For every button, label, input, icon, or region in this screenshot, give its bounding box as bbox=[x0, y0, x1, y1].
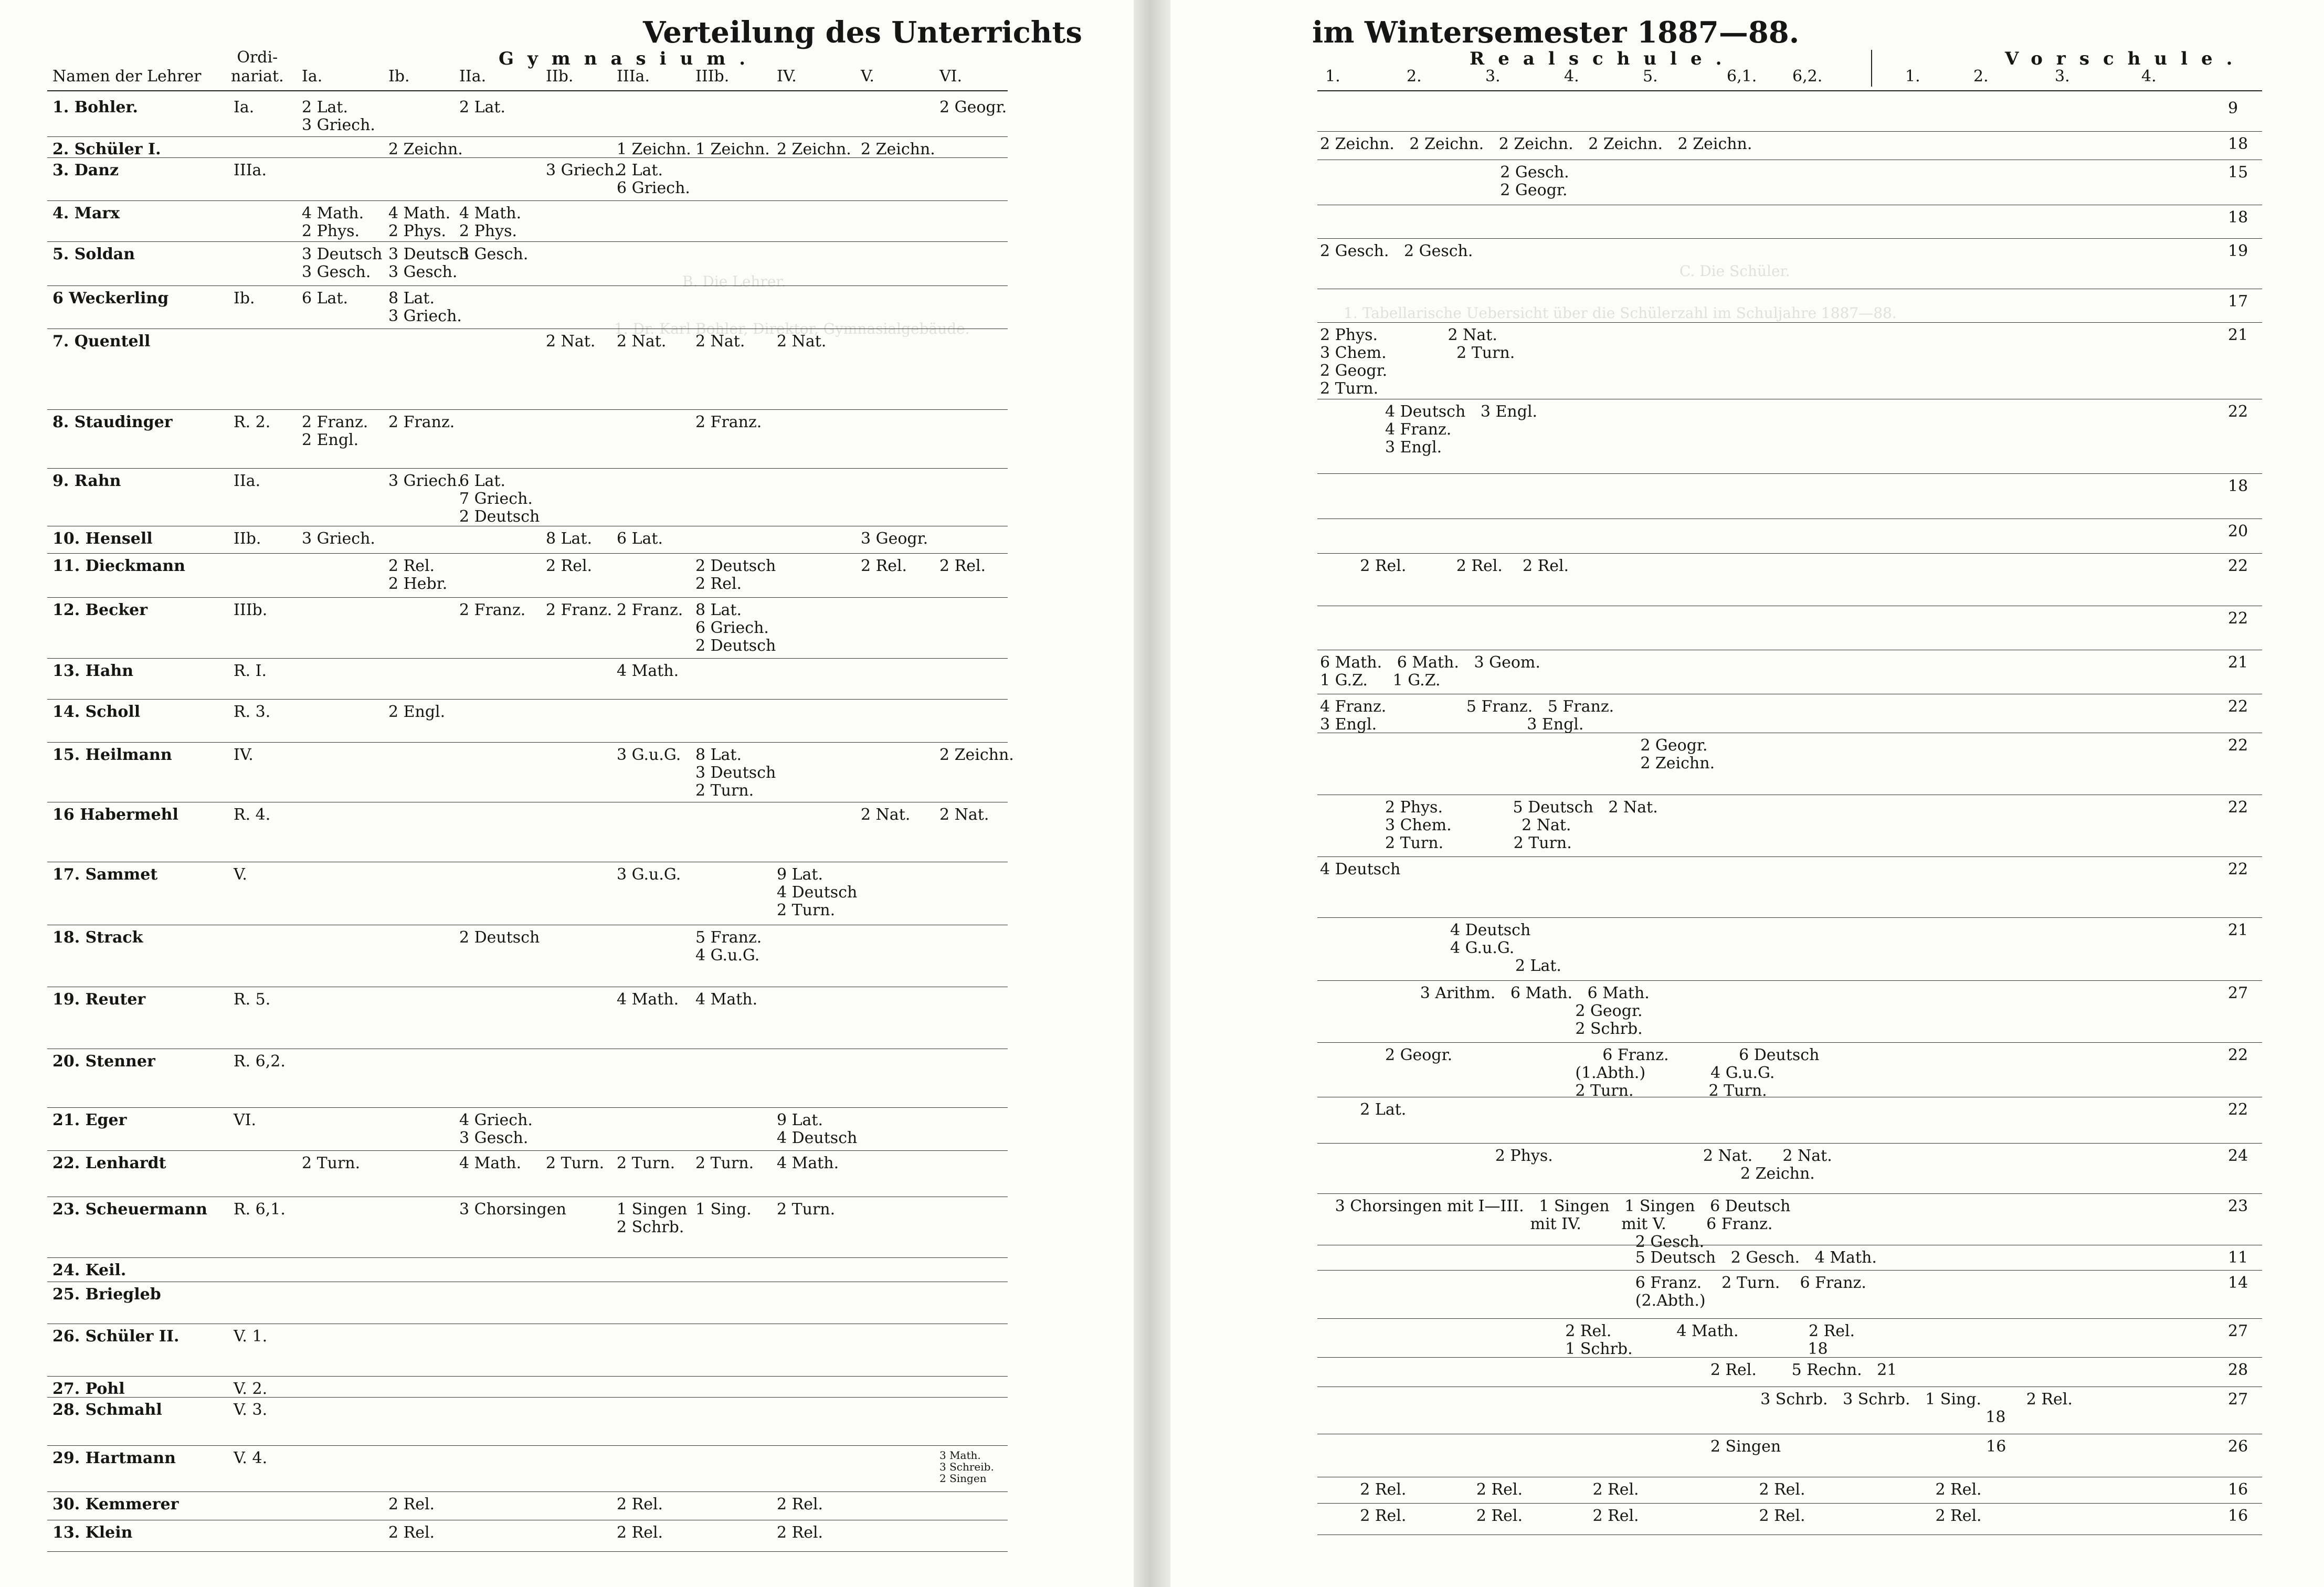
realschule-heading: Realschule. bbox=[1470, 48, 1736, 69]
ordinariat-cell: R. 6,2. bbox=[234, 1052, 286, 1071]
lesson-cell: 2 Gesch. 2 Gesch. bbox=[1320, 242, 1473, 260]
lesson-cell: 2 Nat. bbox=[939, 806, 989, 824]
right-page-title: im Wintersemester 1887—88. bbox=[1312, 15, 1800, 50]
hours-total: 22 bbox=[2228, 860, 2248, 879]
row-rule bbox=[47, 136, 1008, 137]
lesson-cell: 3 Griech. bbox=[546, 161, 619, 179]
lesson-cell: 2 Nat. bbox=[861, 806, 911, 824]
ordinariat-cell: V. 1. bbox=[234, 1327, 268, 1346]
header-rule bbox=[1317, 90, 2262, 91]
ordinariat-cell: V. 4. bbox=[234, 1449, 268, 1467]
lesson-cell: 6 Lat. bbox=[617, 530, 663, 548]
row-rule bbox=[1317, 1270, 2262, 1271]
teacher-name: 12. Becker bbox=[52, 601, 148, 619]
lesson-cell: 2 Rel. bbox=[617, 1495, 663, 1514]
lesson-cell: 2 Rel. 5 Rechn. 21 bbox=[1320, 1361, 1897, 1379]
hours-total: 18 bbox=[2228, 477, 2248, 495]
lesson-cell: 4 Franz. 5 Franz. 5 Franz. 3 Engl. 3 Engl. bbox=[1320, 697, 1614, 734]
column-header: 4. bbox=[1564, 67, 1579, 86]
column-header: IIIa. bbox=[617, 67, 650, 86]
column-header: 2. bbox=[1407, 67, 1422, 86]
lesson-cell: 2 Rel. 2 Rel. 2 Rel. 2 Rel. 2 Rel. bbox=[1320, 1507, 1982, 1525]
lesson-cell: 2 Turn. bbox=[695, 1154, 754, 1172]
row-rule bbox=[47, 285, 1008, 286]
teacher-name: 10. Hensell bbox=[52, 530, 153, 548]
row-rule bbox=[1317, 238, 2262, 239]
ordinariat-cell: IIIa. bbox=[234, 161, 267, 179]
ordinariat-cell: V. bbox=[234, 865, 247, 884]
teacher-name: 27. Pohl bbox=[52, 1380, 125, 1398]
hours-total: 28 bbox=[2228, 1361, 2248, 1379]
row-rule bbox=[47, 157, 1008, 158]
ordinariat-cell: R. I. bbox=[234, 662, 267, 680]
lesson-cell: 6 Lat. bbox=[302, 289, 348, 308]
teacher-name: 26. Schüler II. bbox=[52, 1327, 179, 1346]
lesson-cell: 2 Lat. bbox=[1320, 1101, 1407, 1119]
teacher-name: 17. Sammet bbox=[52, 865, 158, 884]
vorschule-heading: Vorschule. bbox=[2005, 48, 2246, 69]
row-rule bbox=[47, 409, 1008, 410]
teacher-name: 19. Reuter bbox=[52, 990, 146, 1009]
row-rule bbox=[47, 658, 1008, 659]
lesson-cell: 2 Geogr. bbox=[939, 98, 1007, 117]
lesson-cell: 3 Geogr. bbox=[861, 530, 928, 548]
lesson-cell: 2 Rel. bbox=[388, 1523, 435, 1542]
lesson-cell: 1 Zeichn. bbox=[617, 140, 691, 158]
lesson-cell: 1 Zeichn. bbox=[695, 140, 770, 158]
ordinariat-cell: R. 4. bbox=[234, 806, 271, 824]
row-rule bbox=[47, 1107, 1008, 1108]
row-rule bbox=[47, 200, 1008, 201]
hours-total: 15 bbox=[2228, 163, 2248, 182]
left-page bbox=[0, 0, 1134, 1587]
teacher-name: 13. Hahn bbox=[52, 662, 134, 680]
ordinariat-cell: R. 2. bbox=[234, 413, 271, 431]
hours-total: 23 bbox=[2228, 1197, 2248, 1215]
lesson-cell: 4 Griech. 3 Gesch. bbox=[459, 1111, 533, 1147]
lesson-cell: 2 Turn. bbox=[777, 1200, 836, 1219]
hours-total: 21 bbox=[2228, 653, 2248, 672]
hours-total: 11 bbox=[2228, 1249, 2248, 1267]
teacher-name: 25. Briegleb bbox=[52, 1285, 161, 1304]
lesson-cell: 8 Lat. 3 Deutsch 2 Turn. bbox=[695, 746, 776, 800]
column-header: 1. bbox=[1905, 67, 1920, 86]
teacher-name: 29. Hartmann bbox=[52, 1449, 176, 1467]
hours-total: 22 bbox=[2228, 798, 2248, 817]
column-header-name: Namen der Lehrer bbox=[52, 67, 202, 86]
lesson-cell: 9 Lat. 4 Deutsch 2 Turn. bbox=[777, 865, 858, 919]
hours-total: 26 bbox=[2228, 1437, 2248, 1456]
ordinariat-cell: Ib. bbox=[234, 289, 255, 308]
lesson-cell: 2 Franz. bbox=[695, 413, 762, 431]
lesson-cell: 4 Math. bbox=[617, 990, 679, 1009]
row-rule bbox=[47, 1257, 1008, 1258]
lesson-cell: 2 Rel. bbox=[777, 1495, 823, 1514]
lesson-cell: 2 Gesch. 2 Geogr. bbox=[1500, 163, 1569, 199]
header-rule bbox=[47, 90, 1008, 91]
lesson-cell: 2 Franz. bbox=[546, 601, 612, 619]
hours-total: 22 bbox=[2228, 557, 2248, 575]
bleed-through-text: B. Die Lehrer. bbox=[682, 273, 786, 290]
teacher-name: 20. Stenner bbox=[52, 1052, 155, 1071]
lesson-cell: 2 Zeichn. bbox=[939, 746, 1014, 764]
lesson-cell: 1 Singen 2 Schrb. bbox=[617, 1200, 688, 1236]
lesson-cell: 2 Rel. bbox=[939, 557, 986, 575]
bleed-through-text: C. Die Schüler. bbox=[1679, 262, 1790, 280]
ordinariat-cell: IIIb. bbox=[234, 601, 268, 619]
lesson-cell: 2 Phys. 2 Nat. 2 Nat. 2 Zeichn. bbox=[1495, 1147, 1832, 1183]
teacher-name: 3. Danz bbox=[52, 161, 119, 179]
row-rule bbox=[1317, 553, 2262, 554]
row-rule bbox=[1317, 1042, 2262, 1043]
row-rule bbox=[47, 1445, 1008, 1446]
ordinariat-cell: IIb. bbox=[234, 530, 261, 548]
row-rule bbox=[47, 241, 1008, 242]
lesson-cell: 6 Franz. 2 Turn. 6 Franz. (2.Abth.) bbox=[1635, 1274, 1866, 1310]
hours-total: 22 bbox=[2228, 697, 2248, 716]
column-header: VI. bbox=[939, 67, 963, 86]
lesson-cell: 2 Deutsch bbox=[459, 928, 540, 947]
lesson-cell: 4 Math. bbox=[695, 990, 758, 1009]
row-rule bbox=[1317, 917, 2262, 918]
lesson-cell: 2 Rel. bbox=[546, 557, 593, 575]
lesson-cell: 2 Rel. 4 Math. 2 Rel. 1 Schrb. 18 bbox=[1565, 1322, 1855, 1358]
lesson-cell: 2 Rel. bbox=[861, 557, 907, 575]
row-rule bbox=[47, 742, 1008, 743]
lesson-cell: 2 Lat. 6 Griech. bbox=[617, 161, 690, 197]
hours-total: 20 bbox=[2228, 522, 2248, 541]
teacher-name: 21. Eger bbox=[52, 1111, 127, 1129]
lesson-cell: 3 G.u.G. bbox=[617, 865, 681, 884]
lesson-cell: 3 Chorsingen bbox=[459, 1200, 566, 1219]
column-header: 5. bbox=[1643, 67, 1658, 86]
lesson-cell: 8 Lat. 3 Griech. bbox=[388, 289, 462, 325]
lesson-cell: 2 Zeichn. bbox=[861, 140, 935, 158]
bleed-through-text: 1. Tabellarische Uebersicht über die Schülerzahl im Schuljahre 1887—88. bbox=[1344, 304, 1897, 322]
ordinariat-cell: R. 6,1. bbox=[234, 1200, 286, 1219]
lesson-cell: 2 Franz. bbox=[388, 413, 455, 431]
lesson-cell: 2 Phys. 2 Nat. 3 Chem. 2 Turn. 2 Geogr. 2 Turn. bbox=[1320, 326, 1515, 398]
column-header: 6,2. bbox=[1792, 67, 1823, 86]
teacher-name: 18. Strack bbox=[52, 928, 143, 947]
ordinariat-cell: V. 2. bbox=[234, 1380, 268, 1398]
teacher-name: 16 Habermehl bbox=[52, 806, 178, 824]
hours-total: 27 bbox=[2228, 984, 2248, 1002]
column-header: IIb. bbox=[546, 67, 574, 86]
book-gutter bbox=[1134, 0, 1170, 1587]
lesson-cell: 3 Griech. bbox=[388, 472, 462, 490]
lesson-cell: 5 Deutsch 2 Gesch. 4 Math. bbox=[1320, 1249, 1877, 1267]
column-header: Ib. bbox=[388, 67, 410, 86]
column-header: 2. bbox=[1973, 67, 1989, 86]
teacher-name: 4. Marx bbox=[52, 204, 120, 223]
lesson-cell: 4 Math. 2 Phys. bbox=[459, 204, 522, 240]
row-rule bbox=[1317, 1143, 2262, 1144]
lesson-cell: 3 Math. 3 Schreib. 2 Singen bbox=[939, 1449, 994, 1485]
lesson-cell: 2 Franz. 2 Engl. bbox=[302, 413, 368, 449]
hours-total: 22 bbox=[2228, 736, 2248, 755]
teacher-name: 11. Dieckmann bbox=[52, 557, 185, 575]
lesson-cell: 4 Math. bbox=[617, 662, 679, 680]
hours-total: 21 bbox=[2228, 326, 2248, 344]
column-header: 4. bbox=[2141, 67, 2157, 86]
teacher-name: 6 Weckerling bbox=[52, 289, 169, 308]
lesson-cell: 5 Franz. 4 G.u.G. bbox=[695, 928, 762, 965]
lesson-cell: 2 Lat. 3 Griech. bbox=[302, 98, 375, 134]
teacher-name: 7. Quentell bbox=[52, 332, 151, 351]
lesson-cell: 1 Sing. bbox=[695, 1200, 752, 1219]
lesson-cell: 2 Nat. bbox=[695, 332, 745, 351]
column-header: 6,1. bbox=[1727, 67, 1757, 86]
lesson-cell: 2 Turn. bbox=[546, 1154, 605, 1172]
lesson-cell: 8 Lat. 6 Griech. 2 Deutsch bbox=[695, 601, 776, 655]
teacher-name: 30. Kemmerer bbox=[52, 1495, 179, 1514]
row-rule bbox=[47, 1491, 1008, 1492]
row-rule bbox=[47, 468, 1008, 469]
row-rule bbox=[47, 553, 1008, 554]
ordinariat-cell: IV. bbox=[234, 746, 253, 764]
hours-total: 18 bbox=[2228, 135, 2248, 153]
column-header: IIIb. bbox=[695, 67, 730, 86]
row-rule bbox=[1317, 1357, 2262, 1358]
column-header: V. bbox=[861, 67, 874, 86]
lesson-cell: 3 G.u.G. bbox=[617, 746, 681, 764]
lesson-cell: 3 Arithm. 6 Math. 6 Math. 2 Geogr. 2 Schrb. bbox=[1420, 984, 1650, 1038]
hours-total: 22 bbox=[2228, 1101, 2248, 1119]
row-rule bbox=[1317, 1193, 2262, 1194]
hours-total: 22 bbox=[2228, 609, 2248, 628]
ordinariat-cell: R. 5. bbox=[234, 990, 271, 1009]
row-rule bbox=[47, 1150, 1008, 1151]
hours-total: 21 bbox=[2228, 921, 2248, 939]
teacher-name: 24. Keil. bbox=[52, 1261, 126, 1279]
teacher-name: 28. Schmahl bbox=[52, 1401, 162, 1419]
teacher-name: 23. Scheuermann bbox=[52, 1200, 207, 1219]
teacher-name: 2. Schüler I. bbox=[52, 140, 161, 158]
row-rule bbox=[1317, 131, 2262, 132]
column-header: 3. bbox=[2055, 67, 2070, 86]
lesson-cell: 2 Rel. 2 Rel. 2 Rel. 2 Rel. 2 Rel. bbox=[1320, 1480, 1982, 1499]
ordinariat-cell: R. 3. bbox=[234, 703, 271, 721]
hours-total: 22 bbox=[2228, 1046, 2248, 1064]
hours-total: 18 bbox=[2228, 208, 2248, 227]
lesson-cell: 3 Griech. bbox=[302, 530, 375, 548]
teacher-name: 22. Lenhardt bbox=[52, 1154, 166, 1172]
lesson-cell: 2 Rel. bbox=[777, 1523, 823, 1542]
lesson-cell: 2 Zeichn. 2 Zeichn. 2 Zeichn. 2 Zeichn. 2 Zeichn. bbox=[1320, 135, 1752, 153]
lesson-cell: 2 Rel. 2 Hebr. bbox=[388, 557, 448, 593]
lesson-cell: 2 Franz. bbox=[459, 601, 526, 619]
lesson-cell: 8 Lat. bbox=[546, 530, 593, 548]
ordinariat-cell: VI. bbox=[234, 1111, 257, 1129]
lesson-cell: 4 Deutsch bbox=[1320, 860, 1401, 879]
lesson-cell: 2 Zeichn. bbox=[388, 140, 463, 158]
lesson-cell: 4 Math. bbox=[777, 1154, 839, 1172]
lesson-cell: 2 Geogr. 2 Zeichn. bbox=[1640, 736, 1715, 773]
column-header: 1. bbox=[1325, 67, 1340, 86]
hours-total: 27 bbox=[2228, 1322, 2248, 1340]
row-rule bbox=[1317, 322, 2262, 323]
row-rule bbox=[47, 1397, 1008, 1398]
row-rule bbox=[47, 597, 1008, 598]
bleed-through-text: 1. Dr. Karl Bohler, Direktor, Gymnasialgebäude. bbox=[614, 320, 970, 337]
lesson-cell: 2 Phys. 5 Deutsch 2 Nat. 3 Chem. 2 Nat. 2 Turn. 2 Turn. bbox=[1385, 798, 1658, 852]
column-header: IIa. bbox=[459, 67, 487, 86]
lesson-cell: 6 Math. 6 Math. 3 Geom. 1 G.Z. 1 G.Z. bbox=[1320, 653, 1540, 690]
lesson-cell: 2 Lat. bbox=[459, 98, 506, 117]
lesson-cell: 4 Math. 2 Phys. bbox=[302, 204, 364, 240]
lesson-cell: 3 Deutsch 3 Gesch. bbox=[302, 245, 383, 281]
lesson-cell: 2 Rel. bbox=[617, 1523, 663, 1542]
row-rule bbox=[1317, 1503, 2262, 1504]
lesson-cell: 4 Math. bbox=[459, 1154, 522, 1172]
lesson-cell: 2 Turn. bbox=[617, 1154, 675, 1172]
lesson-cell: 2 Deutsch 2 Rel. bbox=[695, 557, 776, 593]
lesson-cell: 4 Deutsch 3 Engl. 4 Franz. 3 Engl. bbox=[1385, 403, 1538, 457]
lesson-cell: 2 Turn. bbox=[302, 1154, 361, 1172]
hours-total: 16 bbox=[2228, 1507, 2248, 1525]
section-divider bbox=[1871, 50, 1872, 87]
column-header-ordinariat: Ordi- nariat. bbox=[231, 48, 284, 86]
row-rule bbox=[47, 699, 1008, 700]
lesson-cell: 2 Engl. bbox=[388, 703, 446, 721]
lesson-cell: 2 Nat. bbox=[546, 332, 596, 351]
ordinariat-cell: V. 3. bbox=[234, 1401, 268, 1419]
teacher-name: 1. Bohler. bbox=[52, 98, 138, 117]
lesson-cell: 4 Math. 2 Phys. bbox=[388, 204, 451, 240]
hours-total: 22 bbox=[2228, 403, 2248, 421]
teacher-name: 8. Staudinger bbox=[52, 413, 173, 431]
teacher-name: 14. Scholl bbox=[52, 703, 141, 721]
row-rule bbox=[1317, 1318, 2262, 1319]
column-header: 3. bbox=[1485, 67, 1501, 86]
lesson-cell: 3 Chorsingen mit I—III. 1 Singen 1 Singen 6 Deutsch mit IV. mit V. 6 Franz. 2 Gesch. bbox=[1335, 1197, 1791, 1251]
lesson-cell: 2 Singen 16 bbox=[1320, 1437, 2006, 1456]
hours-total: 17 bbox=[2228, 292, 2248, 311]
lesson-cell: 2 Rel. 2 Rel. 2 Rel. bbox=[1320, 557, 1569, 575]
lesson-cell: 2 Nat. bbox=[777, 332, 827, 351]
lesson-cell: 2 Rel. bbox=[388, 1495, 435, 1514]
lesson-cell: 2 Geogr. 6 Franz. 6 Deutsch (1.Abth.) 4 G.u.G. 2 Turn. 2 Turn. bbox=[1385, 1046, 1820, 1100]
row-rule bbox=[47, 1551, 1008, 1552]
column-header: Ia. bbox=[302, 67, 323, 86]
teacher-name: 5. Soldan bbox=[52, 245, 135, 263]
row-rule bbox=[47, 1376, 1008, 1377]
hours-total: 19 bbox=[2228, 242, 2248, 260]
hours-total: 9 bbox=[2228, 99, 2238, 118]
lesson-cell: 6 Lat. 7 Griech. 2 Deutsch bbox=[459, 472, 540, 526]
ordinariat-cell: IIa. bbox=[234, 472, 261, 490]
teacher-name: 9. Rahn bbox=[52, 472, 121, 490]
teacher-name: 13. Klein bbox=[52, 1523, 133, 1542]
hours-total: 16 bbox=[2228, 1480, 2248, 1499]
lesson-cell: 2 Nat. bbox=[617, 332, 667, 351]
teacher-name: 15. Heilmann bbox=[52, 746, 172, 764]
lesson-cell: 2 Zeichn. bbox=[777, 140, 851, 158]
gymnasium-heading: Gymnasium. bbox=[499, 48, 759, 69]
left-page-title: Verteilung des Unterrichts bbox=[643, 15, 1082, 50]
row-rule bbox=[1317, 856, 2262, 857]
lesson-cell: 2 Franz. bbox=[617, 601, 683, 619]
row-rule bbox=[1317, 473, 2262, 474]
lesson-cell: 3 Gesch. bbox=[459, 245, 529, 263]
hours-total: 24 bbox=[2228, 1147, 2248, 1165]
lesson-cell: 3 Deutsch 3 Gesch. bbox=[388, 245, 469, 281]
lesson-cell: 9 Lat. 4 Deutsch bbox=[777, 1111, 858, 1147]
column-header: IV. bbox=[777, 67, 797, 86]
hours-total: 27 bbox=[2228, 1390, 2248, 1409]
hours-total: 14 bbox=[2228, 1274, 2248, 1292]
lesson-cell: 3 Schrb. 3 Schrb. 1 Sing. 2 Rel. 18 bbox=[1760, 1390, 2073, 1426]
lesson-cell: 4 Deutsch 4 G.u.G. 2 Lat. bbox=[1450, 921, 1561, 975]
ordinariat-cell: Ia. bbox=[234, 98, 255, 117]
row-rule bbox=[1317, 980, 2262, 981]
